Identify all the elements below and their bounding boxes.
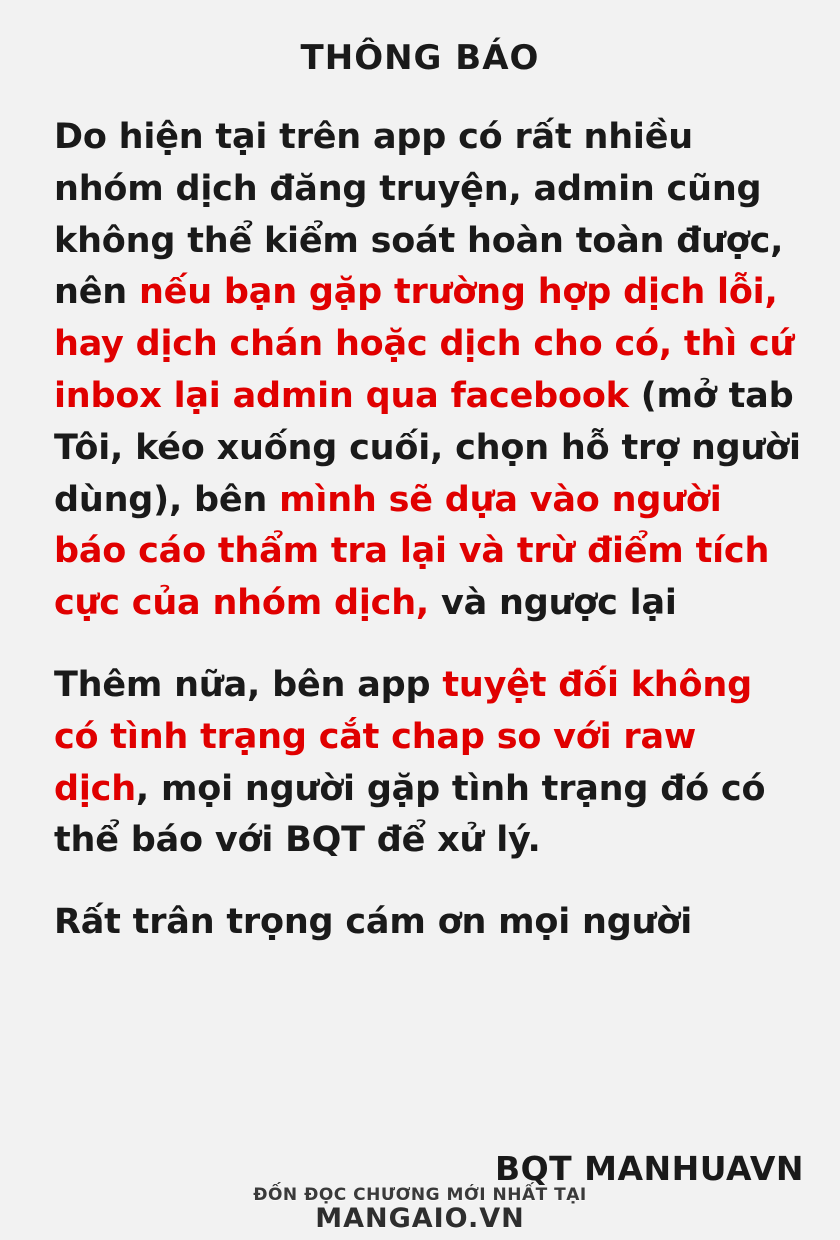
- watermark: [0, 1185, 840, 1234]
- paragraph-2: [54, 660, 802, 867]
- watermark-line-2: MANGAIO.VN: [315, 1203, 525, 1234]
- text-run-p2-1: tuyệt đối không có tình trạng cắt chap so với raw dịch: [54, 664, 752, 809]
- announcement-body: [54, 112, 802, 949]
- signature: BQT MANHUAVN: [494, 1149, 804, 1188]
- watermark-line-1: ĐỐN ĐỌC CHƯƠNG MỚI NHẤT TẠI: [253, 1185, 587, 1205]
- text-run-p2-0: Thêm nữa, bên app: [54, 664, 443, 705]
- text-run-p1-3: mình sẽ dựa vào người báo cáo thẩm tra lại và trừ điểm tích cực của nhóm dịch,: [54, 479, 770, 624]
- text-run-p1-2: (mở tab Tôi, kéo xuống cuối, chọn hỗ trợ người dùng), bên: [54, 375, 801, 520]
- paragraph-3: [54, 897, 802, 949]
- text-run-p2-2: , mọi người gặp tình trạng đó có thể báo với BQT để xử lý.: [54, 768, 766, 861]
- paragraph-1: [54, 112, 802, 630]
- text-run-p1-0: Do hiện tại trên app có rất nhiều nhóm dịch đăng truyện, admin cũng không thể kiểm soát hoàn toàn được, nên: [54, 117, 784, 313]
- text-run-p3-0: Rất trân trọng cám ơn mọi người: [54, 902, 692, 943]
- text-run-p1-1: nếu bạn gặp trường hợp dịch lỗi, hay dịch chán hoặc dịch cho có, thì cứ inbox lại admin qua facebook: [54, 272, 795, 416]
- text-run-p1-4: và ngược lại: [429, 583, 677, 624]
- page-title: THÔNG BÁO: [300, 38, 540, 78]
